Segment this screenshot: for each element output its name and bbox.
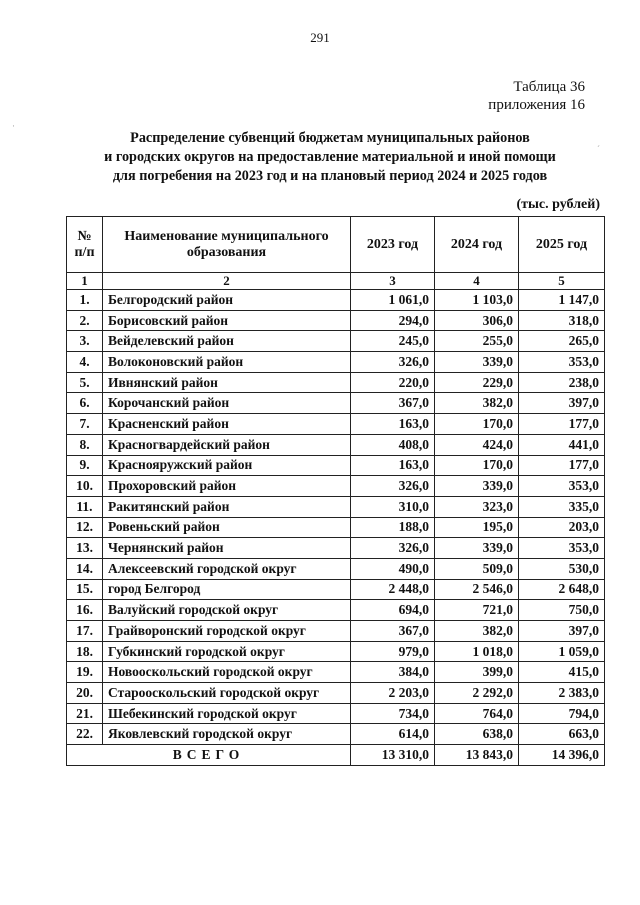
row-value-2025: 397,0 — [519, 393, 605, 414]
row-value-2024: 721,0 — [435, 600, 519, 621]
row-number: 12. — [67, 517, 103, 538]
row-value-2025: 415,0 — [519, 662, 605, 683]
row-value-2024: 382,0 — [435, 393, 519, 414]
column-number: 2 — [103, 273, 351, 290]
table-row — [67, 579, 605, 600]
title-line1: Распределение субвенций бюджетам муниципальных районов — [130, 130, 530, 146]
row-municipality-name: Ровеньский район — [103, 517, 351, 538]
row-municipality-name: Старооскольский городской округ — [103, 683, 351, 704]
row-number: 18. — [67, 641, 103, 662]
row-value-2025: 750,0 — [519, 600, 605, 621]
row-value-2023: 326,0 — [351, 476, 435, 497]
table-row — [67, 455, 605, 476]
page-number: 291 — [310, 30, 330, 45]
row-municipality-name: Валуйский городской округ — [103, 600, 351, 621]
row-value-2024: 229,0 — [435, 372, 519, 393]
row-number: 8. — [67, 434, 103, 455]
row-value-2023: 734,0 — [351, 703, 435, 724]
row-municipality-name: Красненский район — [103, 414, 351, 435]
row-number: 21. — [67, 703, 103, 724]
table-row — [67, 434, 605, 455]
table-row — [67, 558, 605, 579]
row-value-2024: 509,0 — [435, 558, 519, 579]
row-value-2023: 294,0 — [351, 310, 435, 331]
scan-speck: · — [12, 121, 15, 131]
row-number: 2. — [67, 310, 103, 331]
header-2025: 2025 год — [519, 217, 605, 273]
row-municipality-name: Краснояружский район — [103, 455, 351, 476]
total-row — [67, 745, 605, 766]
header-number — [67, 217, 103, 273]
table-row — [67, 621, 605, 642]
table-row — [67, 538, 605, 559]
row-value-2023: 163,0 — [351, 414, 435, 435]
row-number: 10. — [67, 476, 103, 497]
table-body — [67, 290, 605, 766]
row-value-2023: 490,0 — [351, 558, 435, 579]
table-row — [67, 683, 605, 704]
row-municipality-name: Алексеевский городской округ — [103, 558, 351, 579]
row-number: 9. — [67, 455, 103, 476]
row-value-2023: 188,0 — [351, 517, 435, 538]
row-value-2025: 1 147,0 — [519, 290, 605, 311]
row-value-2024: 170,0 — [435, 414, 519, 435]
row-value-2025: 203,0 — [519, 517, 605, 538]
table-reference-line2: приложения 16 — [488, 97, 585, 113]
row-number: 16. — [67, 600, 103, 621]
row-value-2025: 794,0 — [519, 703, 605, 724]
table-row — [67, 496, 605, 517]
row-number: 3. — [67, 331, 103, 352]
row-number: 17. — [67, 621, 103, 642]
row-value-2023: 614,0 — [351, 724, 435, 745]
row-value-2025: 663,0 — [519, 724, 605, 745]
row-number: 6. — [67, 393, 103, 414]
row-municipality-name: Ракитянский район — [103, 496, 351, 517]
row-value-2024: 638,0 — [435, 724, 519, 745]
table-row — [67, 641, 605, 662]
row-value-2025: 530,0 — [519, 558, 605, 579]
table-row — [67, 372, 605, 393]
row-number: 5. — [67, 372, 103, 393]
row-value-2023: 367,0 — [351, 393, 435, 414]
row-value-2024: 382,0 — [435, 621, 519, 642]
row-municipality-name: город Белгород — [103, 579, 351, 600]
row-municipality-name: Борисовский район — [103, 310, 351, 331]
row-value-2024: 306,0 — [435, 310, 519, 331]
total-2023: 13 310,0 — [351, 745, 435, 766]
row-value-2025: 2 648,0 — [519, 579, 605, 600]
header-row — [67, 217, 605, 273]
row-number: 19. — [67, 662, 103, 683]
total-2025: 14 396,0 — [519, 745, 605, 766]
row-value-2023: 2 448,0 — [351, 579, 435, 600]
row-value-2025: 177,0 — [519, 455, 605, 476]
row-value-2024: 2 292,0 — [435, 683, 519, 704]
row-municipality-name: Прохоровский район — [103, 476, 351, 497]
row-value-2025: 1 059,0 — [519, 641, 605, 662]
row-value-2025: 238,0 — [519, 372, 605, 393]
column-number: 4 — [435, 273, 519, 290]
row-value-2023: 220,0 — [351, 372, 435, 393]
row-value-2025: 353,0 — [519, 352, 605, 373]
table-row — [67, 414, 605, 435]
table-row — [67, 662, 605, 683]
row-value-2024: 424,0 — [435, 434, 519, 455]
column-number: 3 — [351, 273, 435, 290]
units-label: (тыс. рублей) — [516, 197, 600, 212]
row-municipality-name: Вейделевский район — [103, 331, 351, 352]
row-value-2024: 1 018,0 — [435, 641, 519, 662]
row-number: 11. — [67, 496, 103, 517]
row-value-2024: 2 546,0 — [435, 579, 519, 600]
column-number: 1 — [67, 273, 103, 290]
table-row — [67, 331, 605, 352]
row-value-2024: 339,0 — [435, 352, 519, 373]
row-value-2024: 399,0 — [435, 662, 519, 683]
row-value-2025: 318,0 — [519, 310, 605, 331]
row-value-2025: 177,0 — [519, 414, 605, 435]
row-number: 22. — [67, 724, 103, 745]
row-number: 1. — [67, 290, 103, 311]
table-row — [67, 393, 605, 414]
row-municipality-name: Шебекинский городской округ — [103, 703, 351, 724]
row-number: 20. — [67, 683, 103, 704]
row-value-2025: 353,0 — [519, 476, 605, 497]
row-value-2023: 1 061,0 — [351, 290, 435, 311]
column-number: 5 — [519, 273, 605, 290]
row-value-2023: 326,0 — [351, 352, 435, 373]
total-2024: 13 843,0 — [435, 745, 519, 766]
row-number: 15. — [67, 579, 103, 600]
row-number: 4. — [67, 352, 103, 373]
title-line3: для погребения на 2023 год и на плановый период 2024 и 2025 годов — [112, 168, 548, 184]
header-2024: 2024 год — [435, 217, 519, 273]
header-number-line2: п/п — [74, 244, 95, 260]
row-value-2023: 2 203,0 — [351, 683, 435, 704]
row-value-2024: 1 103,0 — [435, 290, 519, 311]
row-value-2024: 195,0 — [435, 517, 519, 538]
row-value-2023: 326,0 — [351, 538, 435, 559]
table-row — [67, 724, 605, 745]
row-municipality-name: Грайворонский городской округ — [103, 621, 351, 642]
row-municipality-name: Чернянский район — [103, 538, 351, 559]
row-value-2023: 408,0 — [351, 434, 435, 455]
row-municipality-name: Губкинский городской округ — [103, 641, 351, 662]
row-value-2025: 441,0 — [519, 434, 605, 455]
row-value-2023: 367,0 — [351, 621, 435, 642]
scan-speck: ˊ — [597, 144, 600, 154]
table-row — [67, 290, 605, 311]
row-value-2024: 764,0 — [435, 703, 519, 724]
column-number-row — [67, 273, 605, 290]
table-row — [67, 476, 605, 497]
header-number-line1: № — [77, 228, 92, 244]
table-row — [67, 703, 605, 724]
total-label: ВСЕГО — [67, 745, 351, 766]
title-line2: и городских округов на предоставление материальной и иной помощи — [104, 149, 556, 165]
row-value-2024: 339,0 — [435, 538, 519, 559]
row-number: 14. — [67, 558, 103, 579]
table-row — [67, 517, 605, 538]
row-municipality-name: Яковлевский городской округ — [103, 724, 351, 745]
table-row — [67, 600, 605, 621]
row-value-2023: 163,0 — [351, 455, 435, 476]
table-reference-line1: Таблица 36 — [513, 79, 585, 95]
row-value-2024: 339,0 — [435, 476, 519, 497]
header-2023: 2023 год — [351, 217, 435, 273]
subsidy-table — [66, 216, 605, 766]
row-municipality-name: Новооскольский городской округ — [103, 662, 351, 683]
row-number: 13. — [67, 538, 103, 559]
row-municipality-name: Ивнянский район — [103, 372, 351, 393]
row-number: 7. — [67, 414, 103, 435]
table-reference — [488, 78, 585, 114]
row-value-2023: 310,0 — [351, 496, 435, 517]
row-value-2025: 397,0 — [519, 621, 605, 642]
row-value-2025: 2 383,0 — [519, 683, 605, 704]
row-municipality-name: Белгородский район — [103, 290, 351, 311]
table-row — [67, 310, 605, 331]
table-row — [67, 352, 605, 373]
row-value-2025: 265,0 — [519, 331, 605, 352]
row-value-2023: 979,0 — [351, 641, 435, 662]
row-value-2024: 323,0 — [435, 496, 519, 517]
header-name: Наименование муниципального образования — [103, 217, 351, 273]
row-municipality-name: Волоконовский район — [103, 352, 351, 373]
row-value-2025: 335,0 — [519, 496, 605, 517]
document-title — [60, 129, 600, 186]
row-value-2023: 694,0 — [351, 600, 435, 621]
row-municipality-name: Красногвардейский район — [103, 434, 351, 455]
row-value-2024: 170,0 — [435, 455, 519, 476]
row-value-2025: 353,0 — [519, 538, 605, 559]
row-municipality-name: Корочанский район — [103, 393, 351, 414]
row-value-2023: 384,0 — [351, 662, 435, 683]
row-value-2023: 245,0 — [351, 331, 435, 352]
row-value-2024: 255,0 — [435, 331, 519, 352]
